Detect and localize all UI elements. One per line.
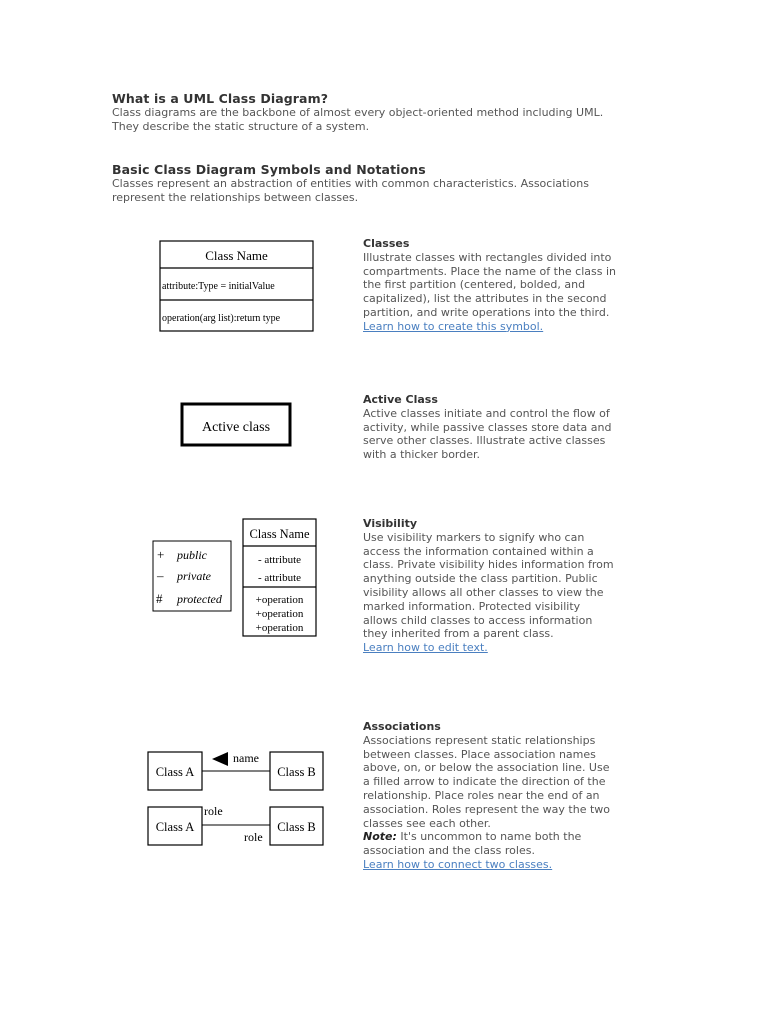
basics-line-1: Classes represent an abstraction of entities with common characteristics. Associations xyxy=(112,177,589,190)
active-title: Active Class xyxy=(363,393,438,406)
associations-diagram xyxy=(146,745,328,849)
associations-line: above, on, or below the association line. Use xyxy=(363,761,610,775)
visibility-line: access the information contained within a xyxy=(363,544,594,558)
intro-line-2: They describe the static structure of a system. xyxy=(112,120,370,133)
visibility-line: class. Private visibility hides information from xyxy=(363,558,614,572)
visibility-line: Use visibility markers to signify who can xyxy=(363,530,585,544)
classes-line: Illustrate classes with rectangles divided into xyxy=(363,250,612,264)
note-label: Note: xyxy=(363,830,397,844)
legend-word: public xyxy=(177,548,207,562)
class-b-label: Class B xyxy=(277,765,316,779)
visibility-line: they inherited from a parent class. xyxy=(363,627,554,641)
class-a-label: Class A xyxy=(155,765,195,779)
active-line: Active classes initiate and control the flow of xyxy=(363,406,610,420)
visibility-class-name: Class Name xyxy=(249,527,310,541)
active-description xyxy=(363,393,628,462)
basics-section xyxy=(112,162,652,205)
active-line: serve other classes. Illustrate active classes xyxy=(363,434,606,448)
associations-note-line: association and the class roles. xyxy=(363,844,535,858)
class-diagram xyxy=(158,239,318,335)
class-name-label: Class Name xyxy=(205,248,268,263)
visibility-line: marked information. Protected visibility xyxy=(363,599,581,613)
legend-symbol: – xyxy=(157,568,164,583)
active-class-diagram xyxy=(180,402,294,448)
role-label: role xyxy=(244,830,263,844)
classes-title: Classes xyxy=(363,237,410,250)
classes-line: partition, and write operations into the third. xyxy=(363,305,610,319)
classes-line: compartments. Place the name of the class in xyxy=(363,264,617,278)
visibility-description xyxy=(363,517,628,655)
visibility-line: anything outside the class partition. Public xyxy=(363,572,598,586)
visibility-line: visibility allows all other classes to view the xyxy=(363,585,604,599)
edit-text-link[interactable]: Learn how to edit text. xyxy=(363,641,488,655)
class-operation-label: operation(arg list):return type xyxy=(162,313,281,324)
associations-line: Associations represent static relationships xyxy=(363,733,596,747)
associations-line: between classes. Place association names xyxy=(363,747,596,761)
legend-symbol: + xyxy=(157,547,165,562)
note-text: It's uncommon to name both the xyxy=(396,830,582,844)
legend-word: private xyxy=(177,569,211,583)
classes-line: capitalized), list the attributes in the second xyxy=(363,292,607,306)
associations-note xyxy=(363,830,628,844)
intro-line-1: Class diagrams are the backbone of almost every object-oriented method including UML. xyxy=(112,106,604,119)
visibility-line: allows child classes to access information xyxy=(363,613,593,627)
classes-description xyxy=(363,237,628,334)
class-a-label: Class A xyxy=(155,820,195,834)
direction-arrow-icon xyxy=(212,752,228,766)
associations-line: relationship. Place roles near the end of an xyxy=(363,788,600,802)
visibility-attribute: - attribute xyxy=(257,572,302,584)
associations-description xyxy=(363,720,628,872)
class-attribute-label: attribute:Type = initialValue xyxy=(162,281,275,292)
visibility-diagram xyxy=(150,516,322,640)
visibility-attribute: - attribute xyxy=(257,554,302,566)
visibility-operation: +operation xyxy=(255,608,304,620)
visibility-title: Visibility xyxy=(363,517,418,530)
associations-line: association. Roles represent the way the two xyxy=(363,802,611,816)
associations-line: classes see each other. xyxy=(363,816,491,830)
visibility-operation: +operation xyxy=(255,594,304,606)
basics-title: Basic Class Diagram Symbols and Notations xyxy=(112,162,426,177)
intro-title: What is a UML Class Diagram? xyxy=(112,91,329,106)
associations-line: a filled arrow to indicate the direction of the xyxy=(363,775,606,789)
basics-line-2: represent the relationships between classes. xyxy=(112,191,359,204)
association-name-label: name xyxy=(233,751,259,765)
active-line: activity, while passive classes store data and xyxy=(363,420,612,434)
associations-title: Associations xyxy=(363,720,441,733)
intro-section xyxy=(112,91,652,134)
active-line: with a thicker border. xyxy=(363,448,481,462)
legend-symbol: # xyxy=(156,591,163,606)
connect-classes-link[interactable]: Learn how to connect two classes. xyxy=(363,857,553,871)
create-symbol-link[interactable]: Learn how to create this symbol. xyxy=(363,319,544,333)
legend-word: protected xyxy=(177,592,222,606)
classes-line: the first partition (centered, bolded, and xyxy=(363,278,586,292)
role-label: role xyxy=(204,804,223,818)
active-class-label: Active class xyxy=(201,420,271,435)
visibility-operation: +operation xyxy=(255,622,304,634)
class-b-label: Class B xyxy=(277,820,316,834)
